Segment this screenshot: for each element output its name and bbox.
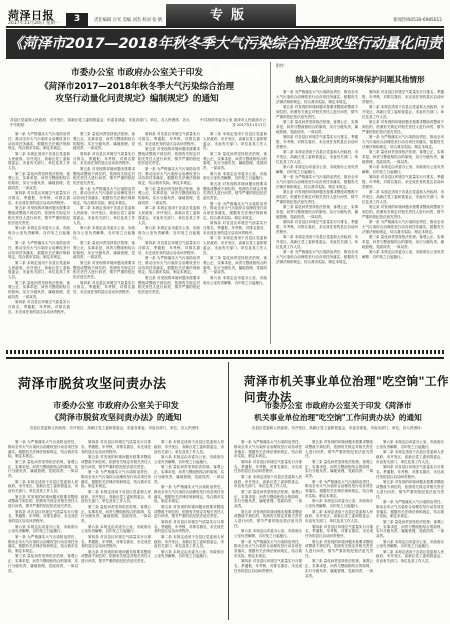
sidebar-tag: 附件： xyxy=(276,63,288,68)
paragraph: 第六条 本规定由市委办公室、市政府办公室负责解释，自印发之日起施行。 xyxy=(305,499,373,509)
paragraph: 第一条 为严格落实大气污染防治责任，推动全市大气污染综合治理攻坚行动各项任务落实，根据有关法律法规和规定，结合我市实际，制定本规定。 xyxy=(276,175,358,189)
paragraph: 第六条 本规定由市委办公室、市政府办公室负责解释，自印发之日起施行。 xyxy=(234,529,302,539)
paragraph: 第二条 本规定适用于各县区党委和人民政府、市开发区、高新区党工委和管委会，市直有关部门、单位及其工作人员。 xyxy=(8,151,70,171)
editor-credits: 责任编辑 白光 美编 刘杰 校对 张 帆 xyxy=(94,18,163,23)
header-rule xyxy=(6,26,444,28)
s3-column-3 xyxy=(376,440,444,620)
s1-column-3 xyxy=(138,132,200,344)
s2-column-2 xyxy=(81,440,151,620)
paragraph: 第五条 对发现的环境问题未按要求整改或整改不到位的，依照有关规定对相关责任人进行问责，情节严重的依纪依法追究责任。 xyxy=(362,119,444,134)
paragraph: 第四条 对各县区环境空气质量实行月排名、季通报、年考核，对排名靠后、未完成任务的县区启动问责程序。 xyxy=(8,509,78,524)
paragraph: 第四条 对各县区环境空气质量实行月排名、季通报、年考核，对排名靠后、未完成任务的县区启动问责程序。 xyxy=(203,221,267,235)
paragraph: 第四条 对各县区环境空气质量实行月排名、季通报、年考核，对排名靠后、未完成任务的县区启动问责程序。 xyxy=(362,175,444,189)
paragraph: 第二条 本规定适用于各县区党委和人民政府、市开发区、高新区党工委和管委会，市直有关部门、单位及其工作人员。 xyxy=(276,149,358,164)
paragraph: 第四条 对各县区环境空气质量实行月排名、季通报、年考核，对排名靠后、未完成任务的县区启动问责程序。 xyxy=(276,134,358,149)
paragraph: 第三条 量化问责坚持依法依规、客观公正、实事求是、问责与整改相结合的原则，实行分级负责、属地管理，党政同责、一岗双责。 xyxy=(362,235,444,249)
paragraph: 第一条 为严格落实大气污染防治责任，推动全市大气污染综合治理攻坚行动各项任务落实，根据有关法律法规和规定，结合我市实际，制定本规定。 xyxy=(276,90,358,104)
paragraph: 第一条 为严格落实大气污染防治责任，推动全市大气污染综合治理攻坚行动各项任务落实，根据有关法律法规和规定，结合我市实际，制定本规定。 xyxy=(362,134,444,149)
paragraph: 第五条 对发现的环境问题未按要求整改或整改不到位的，依照有关规定对相关责任人进行问责，情节严重的依纪依法追究责任。 xyxy=(305,440,373,459)
paragraph: 第四条 对各县区环境空气质量实行月排名、季通报、年考核，对排名靠后、未完成任务的县区启动问责程序。 xyxy=(73,151,135,166)
paragraph: 第六条 本规定由市委办公室、市政府办公室负责解释，自印发之日起施行。 xyxy=(81,524,151,534)
paragraph: 第三条 量化问责坚持依法依规、客观公正、实事求是、问责与整改相结合的原则，实行分级负责、属地管理，党政同责、一岗双责。 xyxy=(305,459,373,479)
paragraph: 第一条 为严格落实大气污染防治责任，推动全市大气污染综合治理攻坚行动各项任务落实，根据有关法律法规和规定，结合我市实际，制定本规定。 xyxy=(81,469,151,489)
paragraph: 第一条 为严格落实大气污染防治责任，推动全市大气污染综合治理攻坚行动各项任务落实，根据有关法律法规和规定，结合我市实际，制定本规定。 xyxy=(138,256,200,275)
section-rule xyxy=(6,357,444,359)
paragraph: 第四条 对各县区环境空气质量实行月排名、季通报、年考核，对排名靠后、未完成任务的县区启动问责程序。 xyxy=(138,241,200,255)
s1-column-1 xyxy=(8,132,70,344)
paragraph: 第一条 为严格落实大气污染防治责任，推动全市大气污染综合治理攻坚行动各项任务落实，根据有关法律法规和规定，结合我市实际，制定本规定。 xyxy=(154,484,224,504)
sidebar-title: 纳入量化问责的环境保护问题其他情形 xyxy=(295,75,425,84)
paragraph: 第一条 为严格落实大气污染防治责任，推动全市大气污染综合治理攻坚行动各项任务落实，根据有关法律法规和规定，结合我市实际，制定本规定。 xyxy=(8,534,78,554)
paragraph: 第三条 量化问责坚持依法依规、客观公正、实事求是、问责与整改相结合的原则，实行分级负责、属地管理，党政同责、一岗双责。 xyxy=(73,241,135,260)
paragraph: 第六条 本规定由市委办公室、市政府办公室负责解释，自印发之日起施行。 xyxy=(203,171,267,181)
s2-column-3 xyxy=(154,440,224,620)
s2-column-1 xyxy=(8,440,78,620)
paragraph: 第四条 对各县区环境空气质量实行月排名、季通报、年考核，对排名靠后、未完成任务的县区启动问责程序。 xyxy=(8,300,70,315)
paragraph: 第三条 量化问责坚持依法依规、客观公正、实事求是、问责与整改相结合的原则，实行分级负责、属地管理，党政同责、一岗双责。 xyxy=(276,205,358,219)
paragraph: 第一条 为严格落实大气污染防治责任，推动全市大气污染综合治理攻坚行动各项任务落实，根据有关法律法规和规定，结合我市实际，制定本规定。 xyxy=(234,539,302,558)
paragraph: 第一条 为严格落实大气污染防治责任，推动全市大气污染综合治理攻坚行动各项任务落实，根据有关法律法规和规定，结合我市实际，制定本规定。 xyxy=(8,440,78,459)
section-2-title: 菏泽市脱贫攻坚问责办法 xyxy=(18,377,167,392)
section-3-notice-line-1: 市委办公室 市政府办公室关于印发《菏泽市 xyxy=(264,401,412,410)
sidebar-column-2 xyxy=(362,90,444,344)
paragraph: 第五条 对发现的环境问题未按要求整改或整改不到位的，依照有关规定对相关责任人进行问责，情节严重的依纪依法追究责任。 xyxy=(234,509,302,528)
section-3-title: 菏泽市机关事业单位治理"吃空饷"工作问责办法 xyxy=(244,374,449,404)
paragraph: 第五条 对发现的环境问题未按要求整改或整改不到位的，依照有关规定对相关责任人进行问责，情节严重的依纪依法追究责任。 xyxy=(8,494,78,509)
paragraph: 第五条 对发现的环境问题未按要求整改或整改不到位的，依照有关规定对相关责任人进行问责，情节严重的依纪依法追究责任。 xyxy=(81,549,151,564)
section-3-recipients: 各县区党委和人民政府，市开发区、高新区党工委和管委会，市委各部委，市直各部门、单位，各人民团体： xyxy=(251,426,425,430)
paragraph: 第四条 对各县区环境空气质量实行月排名、季通报、年考核，对排名靠后、未完成任务的县区启动问责程序。 xyxy=(73,280,135,295)
paragraph: 第二条 本规定适用于各县区党委和人民政府、市开发区、高新区党工委和管委会，市直有关部门、单位及其工作人员。 xyxy=(203,132,267,151)
paragraph: 第二条 本规定适用于各县区党委和人民政府、市开发区、高新区党工委和管委会，市直有关部门、单位及其工作人员。 xyxy=(8,260,70,280)
paragraph: 第四条 对各县区环境空气质量实行月排名、季通报、年考核，对排名靠后、未完成任务的县区启动问责程序。 xyxy=(81,440,151,454)
dateline: 2017年11月20日 星期一 xyxy=(8,21,60,26)
section-2-recipients: 各县区党委和人民政府，市开发区、高新区党工委和管委会，市委各部委，市直各部门、单位，各人民团体： xyxy=(29,426,203,430)
paragraph: 第六条 本规定由市委办公室、市政府办公室负责解释，自印发之日起施行。 xyxy=(154,549,224,559)
section-3-notice-line-2: 机关事业单位治理"吃空饷"工作问责办法》的通知 xyxy=(254,413,422,422)
paragraph: 第五条 对发现的环境问题未按要求整改或整改不到位的，依照有关规定对相关责任人进行问责，情节严重的依纪依法追究责任。 xyxy=(8,206,70,225)
paragraph: 第五条 对发现的环境问题未按要求整改或整改不到位的，依照有关规定对相关责任人进行问责，情节严重的依纪依法追究责任。 xyxy=(276,190,358,204)
paragraph: 第六条 本规定由市委办公室、市政府办公室负责解释，自印发之日起施行。 xyxy=(8,524,78,534)
s1-column-4 xyxy=(203,132,267,344)
paragraph: 第五条 对发现的环境问题未按要求整改或整改不到位的，依照有关规定对相关责任人进行问责，情节严重的依纪依法追究责任。 xyxy=(276,104,358,119)
paragraph: 第四条 对各县区环境空气质量实行月排名、季通报、年考核，对排名靠后、未完成任务的县区启动问责程序。 xyxy=(81,534,151,549)
sidebar-column-1 xyxy=(276,90,358,344)
column-divider xyxy=(270,62,271,344)
paragraph: 第四条 对各县区环境空气质量实行月排名、季通报、年考核，对排名靠后、未完成任务的县区启动问责程序。 xyxy=(234,459,302,474)
paragraph: 第三条 量化问责坚持依法依规、客观公正、实事求是、问责与整改相结合的原则，实行分级负责、属地管理，党政同责、一岗双责。 xyxy=(305,559,373,578)
paragraph: 第四条 对各县区环境空气质量实行月排名、季通报、年考核，对排名靠后、未完成任务的县区启动问责程序。 xyxy=(276,220,358,234)
paragraph: 第二条 本规定适用于各县区党委和人民政府、市开发区、高新区党工委和管委会，市直有关部门、单位及其工作人员。 xyxy=(73,206,135,225)
notice-1-line-1: 市委办公室 市政府办公室关于印发 xyxy=(71,68,203,78)
s1-column-2 xyxy=(73,132,135,344)
paragraph: 第四条 对各县区环境空气质量实行月排名、季通报、年考核，对排名靠后、未完成任务的县区启动问责程序。 xyxy=(8,191,70,205)
paragraph: 第一条 为严格落实大气污染防治责任，推动全市大气污染综合治理攻坚行动各项任务落实，根据有关法律法规和规定，结合我市实际，制定本规定。 xyxy=(234,440,302,459)
paragraph: 第四条 对各县区环境空气质量实行月排名、季通报、年考核，对排名靠后、未完成任务的县区启动问责程序。 xyxy=(138,132,200,146)
paragraph: 第二条 本规定适用于各县区党委和人民政府、市开发区、高新区党工委和管委会，市直有关部门、单位及其工作人员。 xyxy=(81,489,151,504)
paragraph: 第二条 本规定适用于各县区党委和人民政府、市开发区、高新区党工委和管委会，市直有关部门、单位及其工作人员。 xyxy=(305,509,373,524)
paragraph: 第三条 量化问责坚持依法依规、客观公正、实事求是、问责与整改相结合的原则，实行分级负责、属地管理，党政同责、一岗双责。 xyxy=(8,554,78,573)
paragraph: 第三条 量化问责坚持依法依规、客观公正、实事求是、问责与整改相结合的原则，实行分级负责、属地管理，党政同责、一岗双责。 xyxy=(376,519,444,539)
paragraph: 第四条 对各县区环境空气质量实行月排名、季通报、年考核，对排名靠后、未完成任务的县区启动问责程序。 xyxy=(362,90,444,104)
paragraph: 第五条 对发现的环境问题未按要求整改或整改不到位的，依照有关规定对相关责任人进行问责，情节严重的依纪依法追究责任。 xyxy=(73,166,135,186)
paragraph: 第三条 量化问责坚持依法依规、客观公正、实事求是、问责与整改相结合的原则，实行分级负责、属地管理，党政同责、一岗双责。 xyxy=(73,132,135,151)
paragraph: 第五条 对发现的环境问题未按要求整改或整改不到位的，依照有关规定对相关责任人进行问责，情节严重的依纪依法追究责任。 xyxy=(305,539,373,558)
paragraph: 第四条 对各县区环境空气质量实行月排名、季通报、年考核，对排名靠后、未完成任务的县区启动问责程序。 xyxy=(234,559,302,573)
paragraph: 第五条 对发现的环境问题未按要求整改或整改不到位的，依照有关规定对相关责任人进行问责，情节严重的依纪依法追究责任。 xyxy=(362,205,444,219)
paragraph: 第一条 为严格落实大气污染防治责任，推动全市大气污染综合治理攻坚行动各项任务落实，根据有关法律法规和规定，结合我市实际，制定本规定。 xyxy=(8,132,70,151)
paragraph: 第一条 为严格落实大气污染防治责任，推动全市大气污染综合治理攻坚行动各项任务落实，根据有关法律法规和规定，结合我市实际，制定本规定。 xyxy=(305,479,373,498)
page-number: 3 xyxy=(66,13,88,26)
paragraph: 第三条 量化问责坚持依法依规、客观公正、实事求是、问责与整改相结合的原则，实行分级负责、属地管理，党政同责、一岗双责。 xyxy=(362,149,444,164)
notice-1-signature: 中共菏泽市委办公室 菏泽市人民政府办公室 2017年11月17日 xyxy=(200,118,266,127)
paragraph: 第一条 为严格落实大气污染防治责任，推动全市大气污染综合治理攻坚行动各项任务落实，根据有关法律法规和规定，结合我市实际，制定本规定。 xyxy=(203,201,267,220)
hero-title: 《菏泽市2017—2018年秋冬季大气污染综合治理攻坚行动量化问责规定》编制规定 xyxy=(8,36,442,82)
paragraph: 第六条 本规定由市委办公室、市政府办公室负责解释，自印发之日起施行。 xyxy=(138,226,200,240)
notice-1 xyxy=(8,62,266,134)
paragraph: 第六条 本规定由市委办公室、市政府办公室负责解释，自印发之日起施行。 xyxy=(376,440,444,449)
paragraph: 第一条 为严格落实大气污染防治责任，推动全市大气污染综合治理攻坚行动各项任务落实，根据有关法律法规和规定，结合我市实际，制定本规定。 xyxy=(8,241,70,260)
paragraph: 第三条 量化问责坚持依法依规、客观公正、实事求是、问责与整改相结合的原则，实行分级负责、属地管理，党政同责、一岗双责。 xyxy=(203,151,267,171)
paragraph: 第五条 对发现的环境问题未按要求整改或整改不到位的，依照有关规定对相关责任人进行问责，情节严重的依纪依法追究责任。 xyxy=(81,454,151,469)
paragraph: 第三条 量化问责坚持依法依规、客观公正、实事求是、问责与整改相结合的原则，实行分级负责、属地管理，党政同责、一岗双责。 xyxy=(203,256,267,275)
paragraph: 第三条 量化问责坚持依法依规、客观公正、实事求是、问责与整改相结合的原则，实行分级负责、属地管理，党政同责、一岗双责。 xyxy=(234,489,302,509)
paragraph: 第二条 本规定适用于各县区党委和人民政府、市开发区、高新区党工委和管委会，市直有关部门、单位及其工作人员。 xyxy=(362,190,444,204)
paragraph: 第二条 本规定适用于各县区党委和人民政府、市开发区、高新区党工委和管委会，市直有关部门、单位及其工作人员。 xyxy=(276,235,358,249)
paragraph: 第二条 本规定适用于各县区党委和人民政府、市开发区、高新区党工委和管委会，市直有关部门、单位及其工作人员。 xyxy=(362,104,444,119)
paragraph: 第五条 对发现的环境问题未按要求整改或整改不到位的，依照有关规定对相关责任人进行问责，情节严重的依纪依法追究责任。 xyxy=(203,181,267,201)
s3-column-2 xyxy=(305,440,373,620)
paragraph: 第六条 本规定由市委办公室、市政府办公室负责解释，自印发之日起施行。 xyxy=(154,454,224,464)
notice-1-recipients: 各县区党委和人民政府，市开发区、高新区党工委和管委会，市委各部委，市直各部门、单位，各人民团体，各大中专院校： xyxy=(10,118,190,127)
paragraph: 第六条 本规定由市委办公室、市政府办公室负责解释，自印发之日起施行。 xyxy=(362,164,444,174)
paragraph: 第三条 量化问责坚持依法依规、客观公正、实事求是、问责与整改相结合的原则，实行分级负责、属地管理，党政同责、一岗双责。 xyxy=(138,186,200,205)
s3-column-1 xyxy=(234,440,302,620)
paragraph: 第三条 量化问责坚持依法依规、客观公正、实事求是、问责与整改相结合的原则，实行分级负责、属地管理，党政同责、一岗双责。 xyxy=(154,465,224,484)
section-divider xyxy=(228,362,229,620)
paragraph: 第一条 为严格落实大气污染防治责任，推动全市大气污染综合治理攻坚行动各项任务落实，根据有关法律法规和规定，结合我市实际，制定本规定。 xyxy=(73,186,135,205)
paragraph: 第一条 为严格落实大气污染防治责任，推动全市大气污染综合治理攻坚行动各项任务落实，根据有关法律法规和规定，结合我市实际，制定本规定。 xyxy=(376,499,444,519)
paragraph: 第五条 对发现的环境问题未按要求整改或整改不到位的，依照有关规定对相关责任人进行问责，情节严重的依纪依法追究责任。 xyxy=(73,260,135,280)
paragraph: 第六条 本规定由市委办公室、市政府办公室负责解释，自印发之日起施行。 xyxy=(203,275,267,285)
paragraph: 第二条 本规定适用于各县区党委和人民政府、市开发区、高新区党工委和管委会，市直有关部门、单位及其工作人员。 xyxy=(154,440,224,454)
paragraph: 第六条 本规定由市委办公室、市政府办公室负责解释，自印发之日起施行。 xyxy=(73,226,135,240)
paragraph: 第三条 量化问责坚持依法依规、客观公正、实事求是、问责与整改相结合的原则，实行分级负责、属地管理，党政同责、一岗双责。 xyxy=(81,504,151,524)
paragraph: 第六条 本规定由市委办公室、市政府办公室负责解释，自印发之日起施行。 xyxy=(8,226,70,240)
notice-1-line-2: 《菏泽市2017—2018年秋冬季大气污染综合治理 xyxy=(40,82,234,92)
paragraph: 第六条 本规定由市委办公室、市政府办公室负责解释，自印发之日起施行。 xyxy=(276,164,358,174)
paragraph: 第三条 量化问责坚持依法依规、客观公正、实事求是、问责与整改相结合的原则，实行分级负责、属地管理，党政同责、一岗双责。 xyxy=(8,171,70,190)
paragraph: 第一条 为严格落实大气污染防治责任，推动全市大气污染综合治理攻坚行动各项任务落实，根据有关法律法规和规定，结合我市实际，制定本规定。 xyxy=(276,250,358,264)
paragraph: 第三条 量化问责坚持依法依规、客观公正、实事求是、问责与整改相结合的原则，实行分级负责、属地管理，党政同责、一岗双责。 xyxy=(8,459,78,479)
paragraph: 第三条 量化问责坚持依法依规、客观公正、实事求是、问责与整改相结合的原则，实行分级负责、属地管理，党政同责、一岗双责。 xyxy=(276,119,358,134)
section-2-notice-line-1: 市委办公室 市政府办公室关于印发 xyxy=(53,400,179,410)
paragraph: 第五条 对发现的环境问题未按要求整改或整改不到位的，依照有关规定对相关责任人进行问责，情节严重的依纪依法追究责任。 xyxy=(138,146,200,166)
paragraph: 第六条 本规定由市委办公室、市政府办公室负责解释，自印发之日起施行。 xyxy=(362,250,444,259)
section-2-notice-line-2: 《菏泽市脱贫攻坚问责办法》的通知 xyxy=(50,412,182,422)
paragraph: 第二条 本规定适用于各县区党委和人民政府、市开发区、高新区党工委和管委会，市直有关部门、单位及其工作人员。 xyxy=(203,236,267,255)
masthead: 菏泽日报 xyxy=(8,9,54,22)
notice-1-line-3: 攻坚行动量化问责规定》编制规定》的通知 xyxy=(55,94,219,104)
paragraph: 第五条 对发现的环境问题未按要求整改或整改不到位的，依照有关规定对相关责任人进行问责，情节严重的依纪依法追究责任。 xyxy=(376,480,444,499)
paragraph: 第二条 本规定适用于各县区党委和人民政府、市开发区、高新区党工委和管委会，市直有关部门、单位及其工作人员。 xyxy=(376,549,444,564)
paragraph: 第四条 对各县区环境空气质量实行月排名、季通报、年考核，对排名靠后、未完成任务的县区启动问责程序。 xyxy=(154,519,224,534)
paragraph: 第三条 量化问责坚持依法依规、客观公正、实事求是、问责与整改相结合的原则，实行分级负责、属地管理，党政同责、一岗双责。 xyxy=(8,280,70,300)
section-separator xyxy=(6,350,444,354)
paragraph: 第二条 本规定适用于各县区党委和人民政府、市开发区、高新区党工委和管委会，市直有关部门、单位及其工作人员。 xyxy=(8,479,78,494)
paragraph: 第二条 本规定适用于各县区党委和人民政府、市开发区、高新区党工委和管委会，市直有关部门、单位及其工作人员。 xyxy=(138,206,200,225)
paragraph: 第五条 对发现的环境问题未按要求整改或整改不到位的，依照有关规定对相关责任人进行问责，情节严重的依纪依法追究责任。 xyxy=(138,275,200,295)
paragraph: 第四条 对各县区环境空气质量实行月排名、季通报、年考核，对排名靠后、未完成任务的县区启动问责程序。 xyxy=(305,524,373,539)
section-banner: 专版 xyxy=(166,4,296,28)
paragraph: 第五条 对发现的环境问题未按要求整改或整改不到位的，依照有关规定对相关责任人进行问责，情节严重的依纪依法追究责任。 xyxy=(154,504,224,519)
paragraph: 第一条 为严格落实大气污染防治责任，推动全市大气污染综合治理攻坚行动各项任务落实，根据有关法律法规和规定，结合我市实际，制定本规定。 xyxy=(138,166,200,186)
paragraph: 第二条 本规定适用于各县区党委和人民政府、市开发区、高新区党工委和管委会，市直有关部门、单位及其工作人员。 xyxy=(154,534,224,549)
paragraph: 第六条 本规定由市委办公室、市政府办公室负责解释，自印发之日起施行。 xyxy=(376,539,444,549)
paragraph: 第二条 本规定适用于各县区党委和人民政府、市开发区、高新区党工委和管委会，市直有关部门、单位及其工作人员。 xyxy=(376,450,444,464)
paragraph: 第二条 本规定适用于各县区党委和人民政府、市开发区、高新区党工委和管委会，市直有关部门、单位及其工作人员。 xyxy=(234,474,302,489)
news-hotline: 新闻热线0530-6985012 xyxy=(393,18,442,23)
paragraph: 第一条 为严格落实大气污染防治责任，推动全市大气污染综合治理攻坚行动各项任务落实，根据有关法律法规和规定，结合我市实际，制定本规定。 xyxy=(362,220,444,234)
paragraph: 第四条 对各县区环境空气质量实行月排名、季通报、年考核，对排名靠后、未完成任务的县区启动问责程序。 xyxy=(376,465,444,479)
